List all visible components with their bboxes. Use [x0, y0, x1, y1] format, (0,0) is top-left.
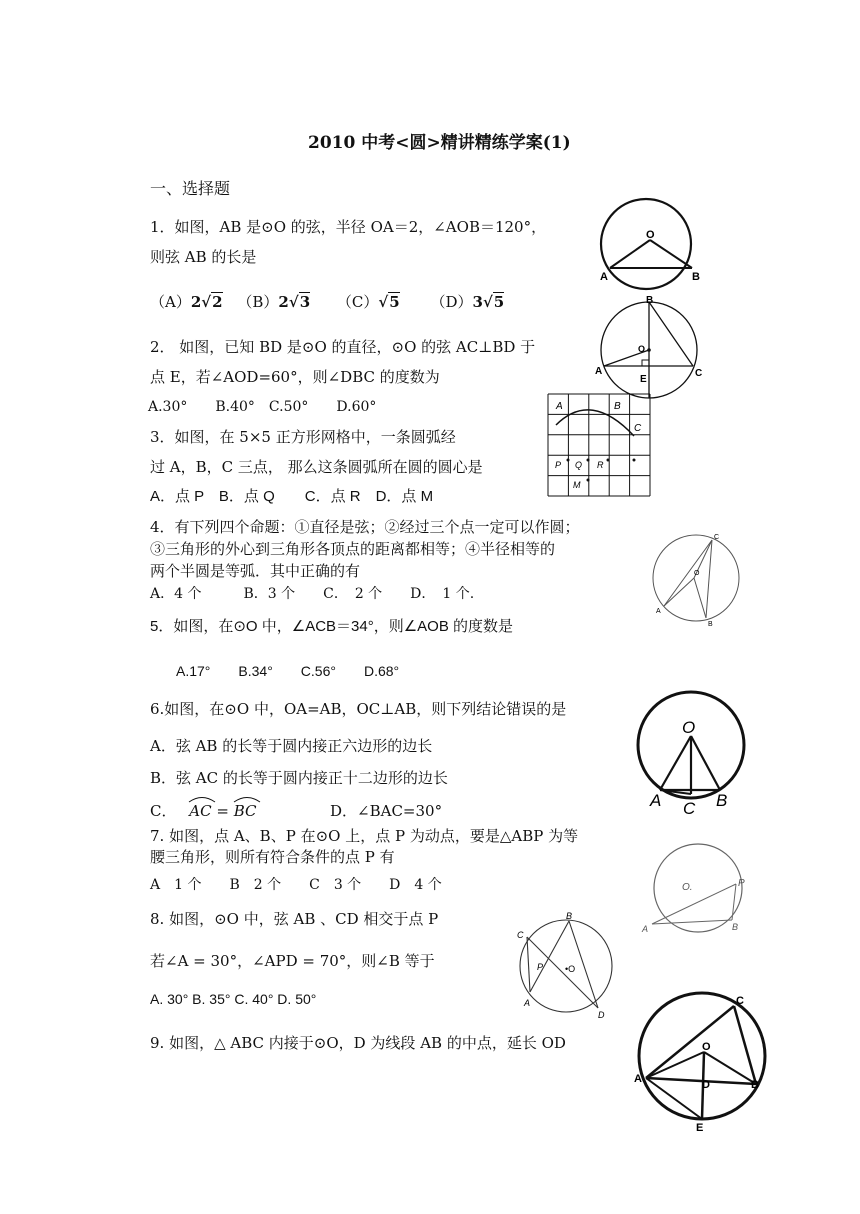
q1-option-c-radicand: 5	[389, 293, 400, 311]
q1-fig-label-b: B	[692, 271, 700, 283]
q8-fig-label-p: P	[537, 962, 544, 972]
q3-fig-label-b: B	[614, 401, 621, 412]
question-5-line-1: 5．如图，在⊙O 中，∠ACB＝34°，则∠AOB 的度数是	[150, 618, 514, 635]
q3-fig-label-c: C	[634, 423, 642, 434]
q6-arc-bc-mark	[232, 795, 262, 803]
question-8-line-1: 8. 如图，⊙O 中，弦 AB 、CD 相交于点 P	[150, 910, 439, 928]
q3-fig-label-a: A	[556, 401, 563, 412]
question-2-line-1: 2． 如图，已知 BD 是⊙O 的直径，⊙O 的弦 AC⊥BD 于	[150, 338, 536, 356]
q1-option-c-label: （C）	[336, 293, 379, 311]
q7-fig-label-b: B	[732, 922, 739, 932]
q1-option-d-label: （D）	[430, 293, 473, 311]
q7-fig-label-p: P	[738, 878, 745, 889]
section-heading: 一、选择题	[150, 179, 231, 198]
question-1-line-2: 则弦 AB 的长是	[150, 248, 257, 266]
q1-option-a-coef: 2	[190, 293, 202, 311]
question-1-line-1: 1．如图，AB 是⊙O 的弦，半径 OA＝2，∠AOB＝120°，	[150, 218, 547, 236]
q9-fig-label-e: E	[696, 1122, 704, 1134]
q1-option-b-coef: 2	[278, 293, 289, 311]
q3-figure	[546, 392, 656, 498]
q3-fig-label-m: M	[573, 480, 581, 490]
q9-fig-label-a: A	[634, 1073, 642, 1085]
q6-arc-ac-mark	[187, 795, 217, 803]
question-6-option-a: A．弦 AB 的长等于圆内接正六边形的边长	[150, 737, 433, 755]
question-4-line-2: ③三角形的外心到三角形各顶点的距离都相等；④半径相等的	[150, 540, 556, 558]
q1-option-d-coef: 3	[472, 293, 483, 311]
question-4-line-1: 4．有下列四个命题：①直径是弦；②经过三个点一定可以作圆；	[150, 518, 580, 536]
q8-figure	[512, 910, 616, 1020]
q8-fig-label-b: B	[566, 911, 573, 921]
q9-fig-label-d: D	[702, 1079, 710, 1091]
q1-option-a-label: （A）	[150, 293, 191, 311]
q1-fig-label-o: O	[646, 229, 655, 241]
q1-option-b-radicand: 3	[299, 293, 311, 311]
q8-fig-label-o: •O	[565, 964, 576, 974]
question-1-options: （A）2√2 （B）2√3 （C）√5 （D）3√5	[150, 293, 505, 311]
question-8-options: A. 30° B. 35° C. 40° D. 50°	[150, 991, 317, 1007]
q7-fig-label-a: A	[642, 924, 649, 934]
q6-option-c-label: C．	[150, 802, 177, 820]
question-8-line-2: 若∠A = 30°，∠APD = 70°，则∠B 等于	[150, 952, 435, 970]
q6-fig-label-a: A	[650, 791, 662, 810]
q4-fig-label-a: A	[656, 608, 661, 615]
q6-figure	[636, 686, 751, 818]
question-7-line-2: 腰三角形，则所有符合条件的点 P 有	[150, 848, 395, 866]
q6-fig-label-b: B	[716, 791, 728, 810]
q6-arc-bc: BC	[233, 802, 257, 820]
q1-option-b-label: （B）	[237, 293, 279, 311]
q3-fig-label-p: P	[555, 460, 562, 470]
q2-figure	[590, 294, 710, 394]
q2-fig-label-b: B	[646, 295, 654, 306]
q2-fig-label-e: E	[640, 374, 647, 385]
question-3-line-2: 过 A，B，C 三点， 那么这条圆弧所在圆的圆心是	[150, 458, 483, 476]
question-7-line-1: 7. 如图，点 A、B、P 在⊙O 上，点 P 为动点，要是△ABP 为等	[150, 827, 579, 845]
q3-fig-label-q: Q	[575, 460, 583, 470]
q6-fig-label-o: O	[682, 718, 696, 737]
q8-fig-label-a: A	[524, 998, 531, 1008]
q4-fig-label-b: B	[708, 621, 713, 628]
q4-fig-label-c: C	[714, 534, 720, 541]
question-3-options: A．点 P B．点 Q C．点 R D．点 M	[150, 488, 434, 505]
q4-figure	[650, 528, 746, 628]
q9-fig-label-c: C	[736, 995, 744, 1007]
question-2-options: A.30° B.40° C.50° D.60°	[148, 399, 377, 415]
question-7-options: A 1 个 B 2 个 C 3 个 D 4 个	[150, 877, 442, 893]
q1-option-d-radicand: 5	[493, 293, 505, 311]
q7-fig-label-o: O.	[682, 882, 693, 893]
q9-fig-label-o: O	[702, 1041, 711, 1053]
q8-fig-label-c: C	[517, 930, 524, 940]
q4-fig-label-o: O	[694, 570, 700, 577]
q3-fig-label-r: R	[597, 460, 604, 470]
q7-figure	[640, 842, 755, 932]
question-2-line-2: 点 E，若∠AOD=60°，则∠DBC 的度数为	[150, 368, 440, 386]
question-6-option-d: D．∠BAC=30°	[330, 802, 443, 820]
question-6-option-c	[150, 802, 256, 820]
question-3-line-1: 3．如图，在 5×5 正方形网格中，一条圆弧经	[150, 428, 456, 446]
question-6-line-1: 6.如图，在⊙O 中，OA=AB，OC⊥AB，则下列结论错误的是	[150, 700, 567, 718]
q1-fig-label-a: A	[600, 271, 608, 283]
question-6-option-b: B．弦 AC 的长等于圆内接正十二边形的边长	[150, 769, 448, 787]
q2-fig-label-c: C	[695, 368, 703, 379]
q1-figure	[598, 196, 698, 286]
q6-arc-ac: AC	[189, 802, 212, 820]
q6-fig-label-c: C	[683, 799, 696, 818]
q1-option-a-radicand: 2	[212, 293, 223, 311]
q2-fig-label-a: A	[595, 366, 603, 377]
q8-fig-label-d: D	[598, 1010, 605, 1020]
question-9-line-1: 9. 如图，△ ABC 内接于⊙O，D 为线段 AB 的中点，延长 OD	[150, 1034, 566, 1052]
q9-fig-label-b: B	[751, 1079, 759, 1091]
page-title: 2010 中考<圆>精讲精练学案(1)	[308, 133, 571, 153]
q6-option-c-eq: =	[211, 802, 234, 820]
question-5-options: A.17° B.34° C.56° D.68°	[176, 663, 400, 679]
question-4-line-3: 两个半圆是等弧．其中正确的有	[150, 562, 361, 580]
question-4-options: A．4 个 B．3 个 C． 2 个 D． 1 个.	[150, 586, 475, 602]
q9-figure	[630, 990, 770, 1134]
q2-fig-label-o: O	[638, 344, 646, 354]
